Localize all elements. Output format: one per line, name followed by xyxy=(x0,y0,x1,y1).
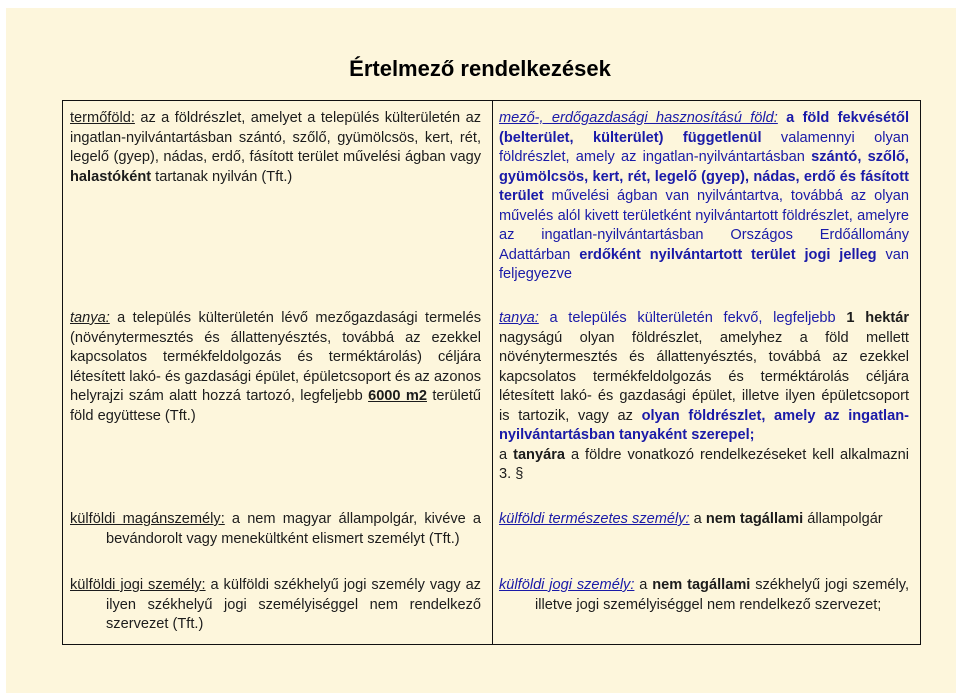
definition-text: állampolgár xyxy=(803,511,883,527)
emphasis-text: halastóként xyxy=(70,168,152,185)
left-tanya-definition xyxy=(70,309,486,426)
page-title: Értelmező rendelkezések xyxy=(349,56,611,81)
term-label: tanya: xyxy=(70,310,110,326)
definition-text: a település külterületén lévő mezőgazdasági termelés (növénytermesztés és állattenyésztés, továbbá az ezekkel kapcsolatos termékfeldolgozás és terméktárolás) céljára létesített lakó- és gazdasági épület, épületcsoport és az azonos helyrajzi szám alatt hozzá tartozó, legfeljebb xyxy=(70,310,486,404)
column-divider xyxy=(492,100,493,645)
area-limit: 6000 m2 xyxy=(368,388,427,404)
definition-text: a külföldi székhelyű jogi személy vagy az ilyen székhelyű jogi személyiséggel nem rendelkező szervezet (Tft.) xyxy=(106,577,486,632)
term-label: külföldi magánszemély: xyxy=(70,511,225,527)
term-label: termőföld: xyxy=(70,110,135,126)
left-maganszemely-definition xyxy=(70,510,486,549)
term-label: külföldi természetes személy: xyxy=(499,511,690,527)
left-jogi-szemely-definition xyxy=(70,576,486,635)
definition-text: a xyxy=(499,446,514,463)
term-label: külföldi jogi személy: xyxy=(70,577,206,593)
definition-text: nagyságú olyan földrészlet, amelyhez a föld mellett növénytermesztés és állattenyésztés, továbbá az ezekkel kapcsolatos termékfeldolgozás és terméktárolás céljára létesített lakó- és gazdasági épület, illetve ilyen épületcsoport is tartozik, vagy az xyxy=(499,310,914,424)
emphasis-text: erdőként nyilvántartott terület jogi jelleg xyxy=(579,246,877,263)
definition-text: a földre vonatkozó rendelkezéseket kell alkalmazni 3. § xyxy=(499,446,914,482)
definition-text: művelési ágban van nyilvántartva, továbbá az olyan művelés alól kivett területként nyilvántartott földrészlet, amelyre az ingatlan-nyilvántartásban Országos Erdőállomány Adattárban xyxy=(499,188,914,263)
definition-text: székhelyű jogi személy, illetve jogi személyiséggel nem rendelkező szervezet; xyxy=(535,577,914,613)
right-termeszetes-szemely-definition xyxy=(499,510,909,530)
term-label: tanya: xyxy=(499,310,539,326)
definition-text: területű föld együttese (Tft.) xyxy=(70,388,486,424)
definition-text: az a földrészlet, amelyet a település külterületén az ingatlan-nyilvántartásban szántó, szőlő, gyümölcsös, kert, rét, legelő (gyep), nádas, erdő, fásított terület művelési ágban vagy xyxy=(70,110,486,165)
left-termofold-definition xyxy=(70,109,486,187)
term-label: mező-, erdőgazdasági hasznosítású föld: xyxy=(499,110,778,126)
emphasis-text: nem tagállami xyxy=(705,511,804,527)
definition-text: a település külterületén fekvő, legfeljebb xyxy=(538,310,847,326)
definition-text: van feljegyezve xyxy=(499,246,914,282)
definition-text: a xyxy=(689,511,706,527)
definition-text: a nem magyar állampolgár, kivéve a bevándorolt vagy menekültként elismert személyt (Tft.) xyxy=(106,511,486,547)
right-mezo-definition xyxy=(499,109,914,285)
definition-text: a xyxy=(634,577,653,593)
definition-text: valamennyi olyan földrészlet, amely az ingatlan-nyilvántartásban xyxy=(499,129,914,165)
right-tanya-definition xyxy=(499,309,914,485)
emphasis-text: nem tagállami xyxy=(652,577,751,593)
emphasis-text: a föld fekvésétől (belterület, külterület) függetlenül xyxy=(499,110,914,146)
right-jogi-szemely-definition xyxy=(499,576,914,615)
emphasis-text: 1 hektár xyxy=(846,310,909,326)
emphasis-text: tanyára xyxy=(513,446,565,463)
emphasis-text: szántó, szőlő, gyümölcsös, kert, rét, legelő (gyep), nádas, erdő és fásított terület xyxy=(499,149,909,204)
term-label: külföldi jogi személy: xyxy=(499,577,635,593)
definition-text: tartanak nyilván (Tft.) xyxy=(151,168,293,185)
emphasis-text: olyan földrészlet, amely az ingatlan-nyilvántartásban tanyaként szerepel; xyxy=(499,407,909,443)
